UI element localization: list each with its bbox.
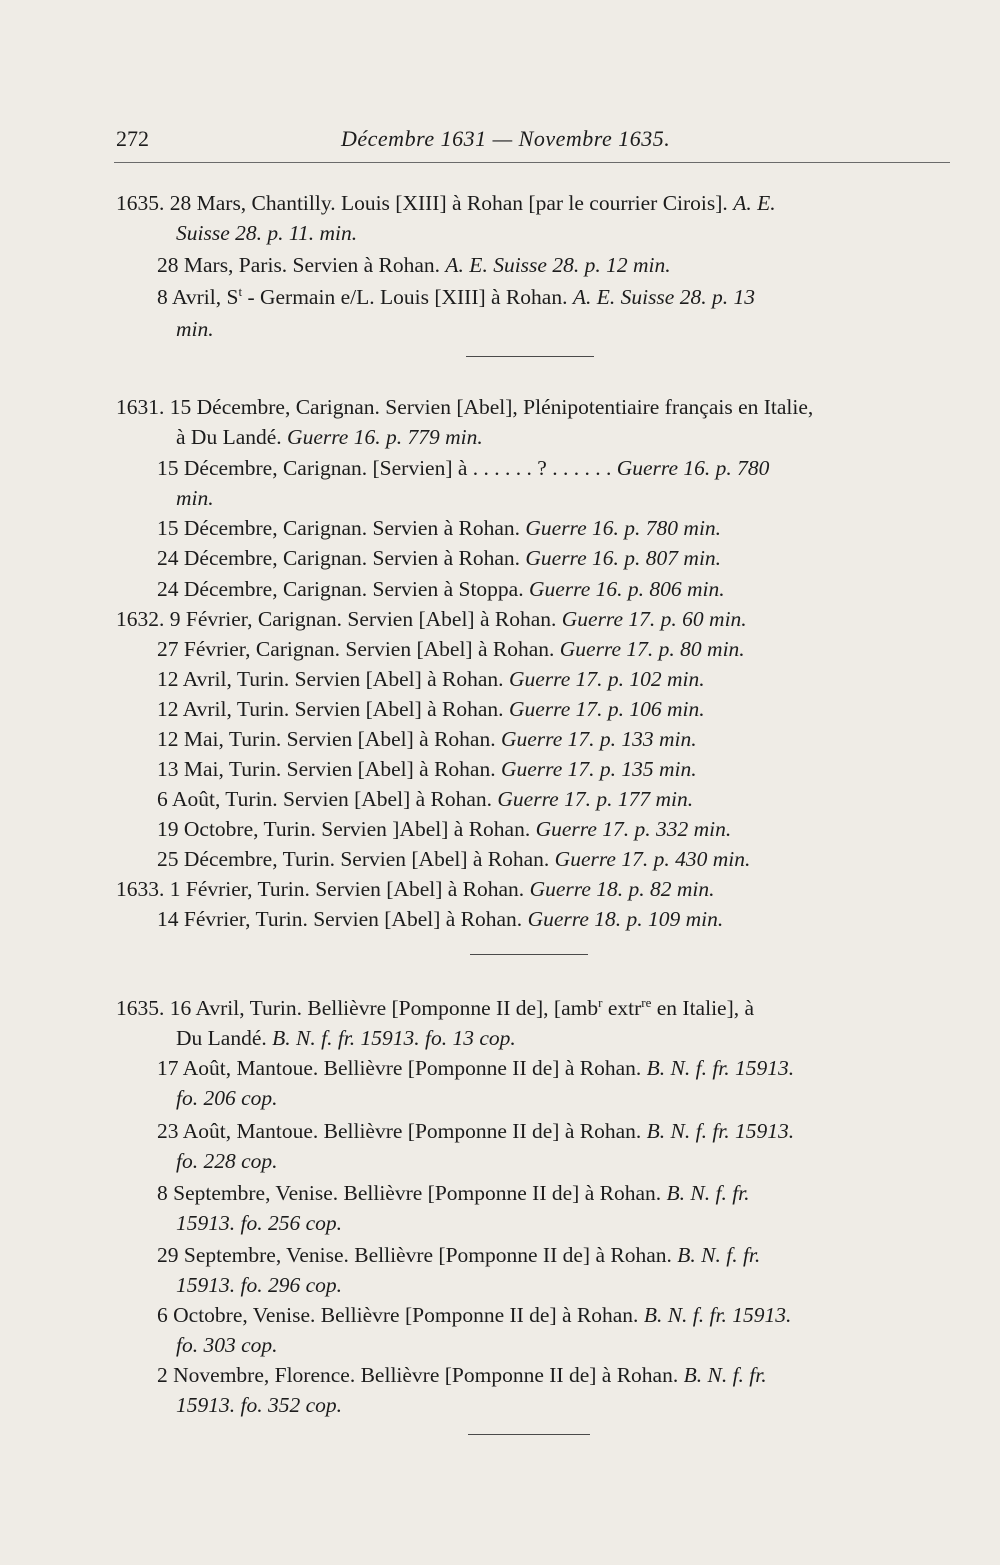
citation-text: Guerre 17. p. 60 min. xyxy=(561,607,747,631)
entry-line xyxy=(176,1392,342,1418)
citation-text: B. N. f. fr. 15913. xyxy=(646,1119,795,1143)
superscript-text: re xyxy=(641,994,652,1010)
entry-text: 29 Septembre, Venise. Bellièvre [Pomponne II de] à Rohan. xyxy=(157,1243,678,1267)
entry-line xyxy=(176,316,214,342)
superscript-text: r xyxy=(598,994,603,1010)
entry-line xyxy=(157,252,671,278)
entry-line xyxy=(157,1118,794,1144)
citation-text: Guerre 18. p. 109 min. xyxy=(527,907,724,931)
entry-line xyxy=(157,455,769,481)
entry-text: - Germain e/L. Louis [XIII] à Rohan. xyxy=(242,285,573,309)
entry-text: 25 Décembre, Turin. Servien [Abel] à Rohan. xyxy=(157,847,555,871)
citation-text: Guerre 17. p. 80 min. xyxy=(559,637,745,661)
citation-text: fo. 303 cop. xyxy=(176,1333,278,1357)
entry-text: 14 Février, Turin. Servien [Abel] à Rohan. xyxy=(157,907,528,931)
entry-text: à Du Landé. xyxy=(176,425,288,449)
citation-text: Guerre 17. p. 133 min. xyxy=(500,727,697,751)
entry-text: 24 Décembre, Carignan. Servien à Stoppa. xyxy=(157,577,529,601)
entry-line xyxy=(157,1180,750,1206)
entry-line xyxy=(157,816,731,842)
citation-text: A. E. xyxy=(733,191,776,215)
entry-text: Du Landé. xyxy=(176,1026,273,1050)
entry-text: 27 Février, Carignan. Servien [Abel] à Rohan. xyxy=(157,637,560,661)
entry-line xyxy=(176,220,357,246)
entry-text: 15 Décembre, Carignan. [Servien] à . . . . . . ? . . . . . . xyxy=(157,456,617,480)
entry-line xyxy=(157,1055,794,1081)
entry-line xyxy=(176,1332,278,1358)
citation-text: A. E. Suisse 28. p. 12 min. xyxy=(445,253,671,277)
citation-text: A. E. Suisse 28. p. 13 xyxy=(572,285,755,309)
citation-text: B. N. f. fr. xyxy=(666,1181,750,1205)
section-separator xyxy=(470,954,588,955)
entry-text: en Italie], à xyxy=(651,996,755,1020)
entry-line xyxy=(116,995,754,1021)
citation-text: Guerre 17. p. 177 min. xyxy=(497,787,694,811)
entry-line xyxy=(176,1025,516,1051)
entry-text: 28 Mars, Paris. Servien à Rohan. xyxy=(157,253,446,277)
entry-line xyxy=(176,1085,278,1111)
citation-text: Guerre 16. p. 806 min. xyxy=(528,577,725,601)
citation-text: min. xyxy=(176,317,214,341)
entry-line xyxy=(157,786,693,812)
entry-line xyxy=(176,424,483,450)
running-header xyxy=(116,126,946,160)
entry-line xyxy=(157,515,721,541)
entry-text: extr xyxy=(602,996,642,1020)
entry-line xyxy=(157,846,750,872)
citation-text: Guerre 17. p. 135 min. xyxy=(500,757,697,781)
section-separator xyxy=(466,356,594,357)
citation-text: fo. 206 cop. xyxy=(176,1086,278,1110)
entry-text: 12 Mai, Turin. Servien [Abel] à Rohan. xyxy=(157,727,501,751)
citation-text: B. N. f. fr. xyxy=(677,1243,761,1267)
entry-line xyxy=(157,906,723,932)
entry-line xyxy=(116,394,813,420)
citation-text: Guerre 16. p. 807 min. xyxy=(525,546,722,570)
running-title: Décembre 1631 — Novembre 1635. xyxy=(341,126,671,151)
entry-text: 13 Mai, Turin. Servien [Abel] à Rohan. xyxy=(157,757,501,781)
entry-line xyxy=(176,485,214,511)
page-number: 272 xyxy=(116,126,149,151)
entry-line xyxy=(157,696,705,722)
entry-text: 15 Décembre, Carignan. Servien à Rohan. xyxy=(157,516,526,540)
section-separator xyxy=(468,1434,590,1435)
entry-text: 1635. 28 Mars, Chantilly. Louis [XIII] à Rohan [par le courrier Cirois]. xyxy=(116,191,734,215)
entry-text: 12 Avril, Turin. Servien [Abel] à Rohan. xyxy=(157,667,509,691)
entry-text: 1632. 9 Février, Carignan. Servien [Abel] à Rohan. xyxy=(116,607,562,631)
entry-text: 6 Août, Turin. Servien [Abel] à Rohan. xyxy=(157,787,498,811)
entry-line xyxy=(157,576,725,602)
citation-text: Guerre 18. p. 82 min. xyxy=(529,877,715,901)
citation-text: 15913. fo. 256 cop. xyxy=(176,1211,343,1235)
superscript-text: t xyxy=(238,283,243,299)
entry-text: 19 Octobre, Turin. Servien ]Abel] à Rohan. xyxy=(157,817,536,841)
entry-line xyxy=(157,1362,767,1388)
citation-text: Guerre 16. p. 780 xyxy=(616,456,770,480)
citation-text: Guerre 17. p. 430 min. xyxy=(554,847,751,871)
entry-line xyxy=(157,545,721,571)
entry-text: 17 Août, Mantoue. Bellièvre [Pomponne II de] à Rohan. xyxy=(157,1056,647,1080)
entry-text: 12 Avril, Turin. Servien [Abel] à Rohan. xyxy=(157,697,509,721)
entry-line xyxy=(157,666,705,692)
entry-line xyxy=(157,1302,791,1328)
citation-text: min. xyxy=(176,486,214,510)
entry-text: 1635. 16 Avril, Turin. Bellièvre [Pomponne II de], [amb xyxy=(116,996,599,1020)
entry-text: 6 Octobre, Venise. Bellièvre [Pomponne II de] à Rohan. xyxy=(157,1303,644,1327)
citation-text: Guerre 17. p. 106 min. xyxy=(508,697,705,721)
entry-line xyxy=(116,606,747,632)
entry-text: 1633. 1 Février, Turin. Servien [Abel] à Rohan. xyxy=(116,877,530,901)
citation-text: 15913. fo. 352 cop. xyxy=(176,1393,343,1417)
entry-line xyxy=(116,190,776,216)
citation-text: Suisse 28. p. 11. min. xyxy=(176,221,358,245)
citation-text: B. N. f. fr. xyxy=(683,1363,767,1387)
entry-line xyxy=(157,726,697,752)
citation-text: B. N. f. fr. 15913. xyxy=(643,1303,792,1327)
entry-line xyxy=(157,756,697,782)
citation-text: fo. 228 cop. xyxy=(176,1149,278,1173)
citation-text: B. N. f. fr. 15913. xyxy=(646,1056,795,1080)
entry-line xyxy=(176,1272,342,1298)
entry-text: 8 Avril, S xyxy=(157,285,239,309)
citation-text: 15913. fo. 296 cop. xyxy=(176,1273,343,1297)
entry-text: 23 Août, Mantoue. Bellièvre [Pomponne II de] à Rohan. xyxy=(157,1119,647,1143)
entry-text: 2 Novembre, Florence. Bellièvre [Pomponne II de] à Rohan. xyxy=(157,1363,684,1387)
citation-text: Guerre 16. p. 779 min. xyxy=(287,425,483,449)
entry-line xyxy=(157,636,745,662)
citation-text: Guerre 16. p. 780 min. xyxy=(525,516,722,540)
entry-text: 8 Septembre, Venise. Bellièvre [Pomponne II de] à Rohan. xyxy=(157,1181,667,1205)
header-rule xyxy=(114,162,950,163)
entry-line xyxy=(176,1148,278,1174)
entry-line xyxy=(157,284,755,310)
entry-line xyxy=(116,876,715,902)
citation-text: B. N. f. fr. 15913. fo. 13 cop. xyxy=(272,1026,516,1050)
entry-line xyxy=(176,1210,342,1236)
entry-text: 1631. 15 Décembre, Carignan. Servien [Abel], Plénipotentiaire français en Italie, xyxy=(116,395,814,419)
citation-text: Guerre 17. p. 102 min. xyxy=(508,667,705,691)
citation-text: Guerre 17. p. 332 min. xyxy=(535,817,732,841)
entry-line xyxy=(157,1242,760,1268)
entry-text: 24 Décembre, Carignan. Servien à Rohan. xyxy=(157,546,526,570)
